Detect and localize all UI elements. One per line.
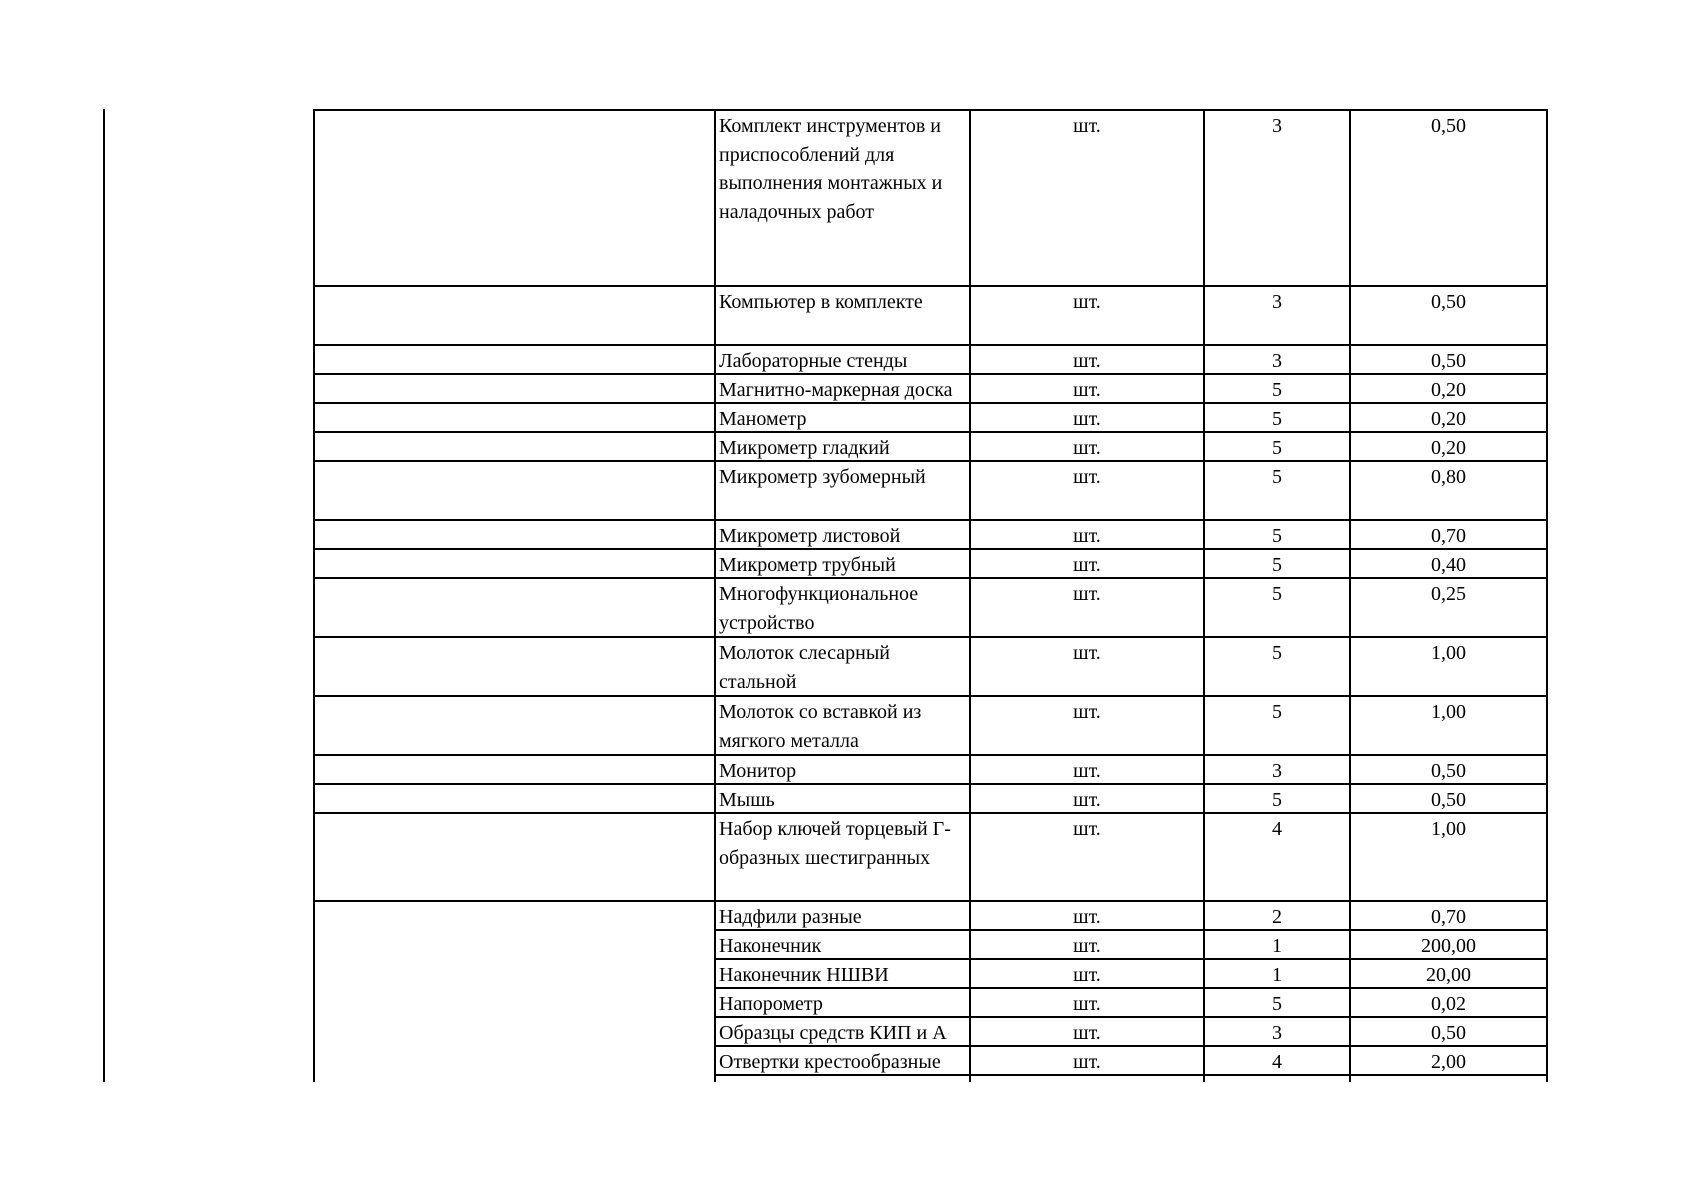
quantity-cell: 3 [1272, 291, 1282, 313]
value-cell: 0,70 [1431, 525, 1466, 547]
unit-cell: шт. [1073, 1022, 1101, 1044]
row-divider [313, 519, 1548, 521]
row-divider [313, 783, 1548, 785]
quantity-cell: 3 [1272, 1022, 1282, 1044]
value-cell: 0,80 [1431, 466, 1466, 488]
item-name-cell: Монитор [719, 760, 797, 782]
quantity-cell: 1 [1272, 935, 1282, 957]
row-divider [313, 695, 1548, 697]
row-divider [313, 636, 1548, 638]
quantity-cell: 5 [1272, 993, 1282, 1015]
unit-cell: шт. [1073, 964, 1101, 986]
value-cell: 2,00 [1431, 1051, 1466, 1073]
value-cell: 0,40 [1431, 554, 1466, 576]
unit-cell: шт. [1073, 935, 1101, 957]
quantity-cell: 5 [1272, 701, 1282, 723]
row-divider [714, 1016, 1548, 1018]
unit-cell: шт. [1073, 701, 1101, 723]
unit-cell: шт. [1073, 1051, 1101, 1073]
row-divider [714, 1045, 1548, 1047]
unit-cell: шт. [1073, 583, 1101, 605]
column-divider-name [714, 109, 716, 1082]
row-divider [313, 344, 1548, 346]
value-cell: 0,50 [1431, 291, 1466, 313]
quantity-cell: 5 [1272, 379, 1282, 401]
quantity-cell: 1 [1272, 964, 1282, 986]
value-cell: 1,00 [1431, 818, 1466, 840]
row-divider [714, 958, 1548, 960]
value-cell: 0,02 [1431, 993, 1466, 1015]
table-border-left [313, 109, 315, 1082]
unit-cell: шт. [1073, 291, 1101, 313]
item-name-cell: Микрометр зубомерный [719, 466, 926, 488]
item-name-cell: Микрометр гладкий [719, 437, 890, 459]
row-divider [313, 402, 1548, 404]
column-divider-qty [1203, 109, 1205, 1082]
value-cell: 0,50 [1431, 350, 1466, 372]
item-name-cell: Молоток слесарный стальной [719, 642, 891, 693]
quantity-cell: 4 [1272, 818, 1282, 840]
unit-cell: шт. [1073, 789, 1101, 811]
quantity-cell: 5 [1272, 642, 1282, 664]
item-name-cell: Надфили разные [719, 906, 862, 928]
page-left-border [103, 109, 105, 1082]
value-cell: 0,70 [1431, 906, 1466, 928]
quantity-cell: 5 [1272, 554, 1282, 576]
unit-cell: шт. [1073, 760, 1101, 782]
item-name-cell: Набор ключей торцевый Г-образных шестигранных [719, 818, 951, 869]
item-name-cell: Компьютер в комплекте [719, 291, 923, 313]
quantity-cell: 5 [1272, 466, 1282, 488]
item-name-cell: Магнитно-маркерная доска [719, 379, 953, 401]
value-cell: 0,50 [1431, 115, 1466, 137]
value-cell: 1,00 [1431, 642, 1466, 664]
quantity-cell: 3 [1272, 350, 1282, 372]
row-divider [313, 577, 1548, 579]
row-divider [714, 929, 1548, 931]
quantity-cell: 3 [1272, 115, 1282, 137]
item-name-cell: Комплект инструментов и приспособлений для выполнения монтажных и наладочных работ [719, 115, 943, 223]
unit-cell: шт. [1073, 993, 1101, 1015]
value-cell: 0,20 [1431, 408, 1466, 430]
item-name-cell: Микрометр трубный [719, 554, 896, 576]
quantity-cell: 5 [1272, 583, 1282, 605]
value-cell: 0,20 [1431, 379, 1466, 401]
row-divider [313, 373, 1548, 375]
value-cell: 20,00 [1426, 964, 1471, 986]
column-divider-value [1349, 109, 1351, 1082]
value-cell: 0,25 [1431, 583, 1466, 605]
unit-cell: шт. [1073, 408, 1101, 430]
item-name-cell: Напорометр [719, 993, 823, 1015]
item-name-cell: Наконечник НШВИ [719, 964, 889, 986]
item-name-cell: Манометр [719, 408, 807, 430]
value-cell: 200,00 [1421, 935, 1476, 957]
quantity-cell: 2 [1272, 906, 1282, 928]
row-divider [313, 431, 1548, 433]
item-name-cell: Отвертки крестообразные [719, 1051, 941, 1073]
unit-cell: шт. [1073, 115, 1101, 137]
row-divider [313, 754, 1548, 756]
quantity-cell: 4 [1272, 1051, 1282, 1073]
value-cell: 0,50 [1431, 1022, 1466, 1044]
item-name-cell: Наконечник [719, 935, 822, 957]
value-cell: 0,50 [1431, 789, 1466, 811]
column-divider-unit [969, 109, 971, 1082]
value-cell: 0,20 [1431, 437, 1466, 459]
unit-cell: шт. [1073, 554, 1101, 576]
unit-cell: шт. [1073, 818, 1101, 840]
quantity-cell: 5 [1272, 408, 1282, 430]
unit-cell: шт. [1073, 906, 1101, 928]
table-border-top [313, 109, 1548, 111]
value-cell: 0,50 [1431, 760, 1466, 782]
unit-cell: шт. [1073, 642, 1101, 664]
quantity-cell: 5 [1272, 789, 1282, 811]
quantity-cell: 5 [1272, 437, 1282, 459]
row-divider [714, 987, 1548, 989]
item-name-cell: Мышь [719, 789, 775, 811]
item-name-cell: Микрометр листовой [719, 525, 901, 547]
unit-cell: шт. [1073, 437, 1101, 459]
quantity-cell: 3 [1272, 760, 1282, 782]
unit-cell: шт. [1073, 350, 1101, 372]
table-border-bottom [714, 1074, 1548, 1076]
row-divider [313, 460, 1548, 462]
quantity-cell: 5 [1272, 525, 1282, 547]
row-divider [313, 548, 1548, 550]
row-divider [313, 812, 1548, 814]
row-divider [313, 900, 1548, 902]
item-name-cell: Многофункциональное устройство [719, 583, 919, 634]
item-name-cell: Лабораторные стенды [719, 350, 908, 372]
unit-cell: шт. [1073, 379, 1101, 401]
unit-cell: шт. [1073, 466, 1101, 488]
table-border-right [1546, 109, 1548, 1082]
unit-cell: шт. [1073, 525, 1101, 547]
item-name-cell: Молоток со вставкой из мягкого металла [719, 701, 922, 752]
value-cell: 1,00 [1431, 701, 1466, 723]
item-name-cell: Образцы средств КИП и А [719, 1022, 947, 1044]
row-divider [313, 285, 1548, 287]
